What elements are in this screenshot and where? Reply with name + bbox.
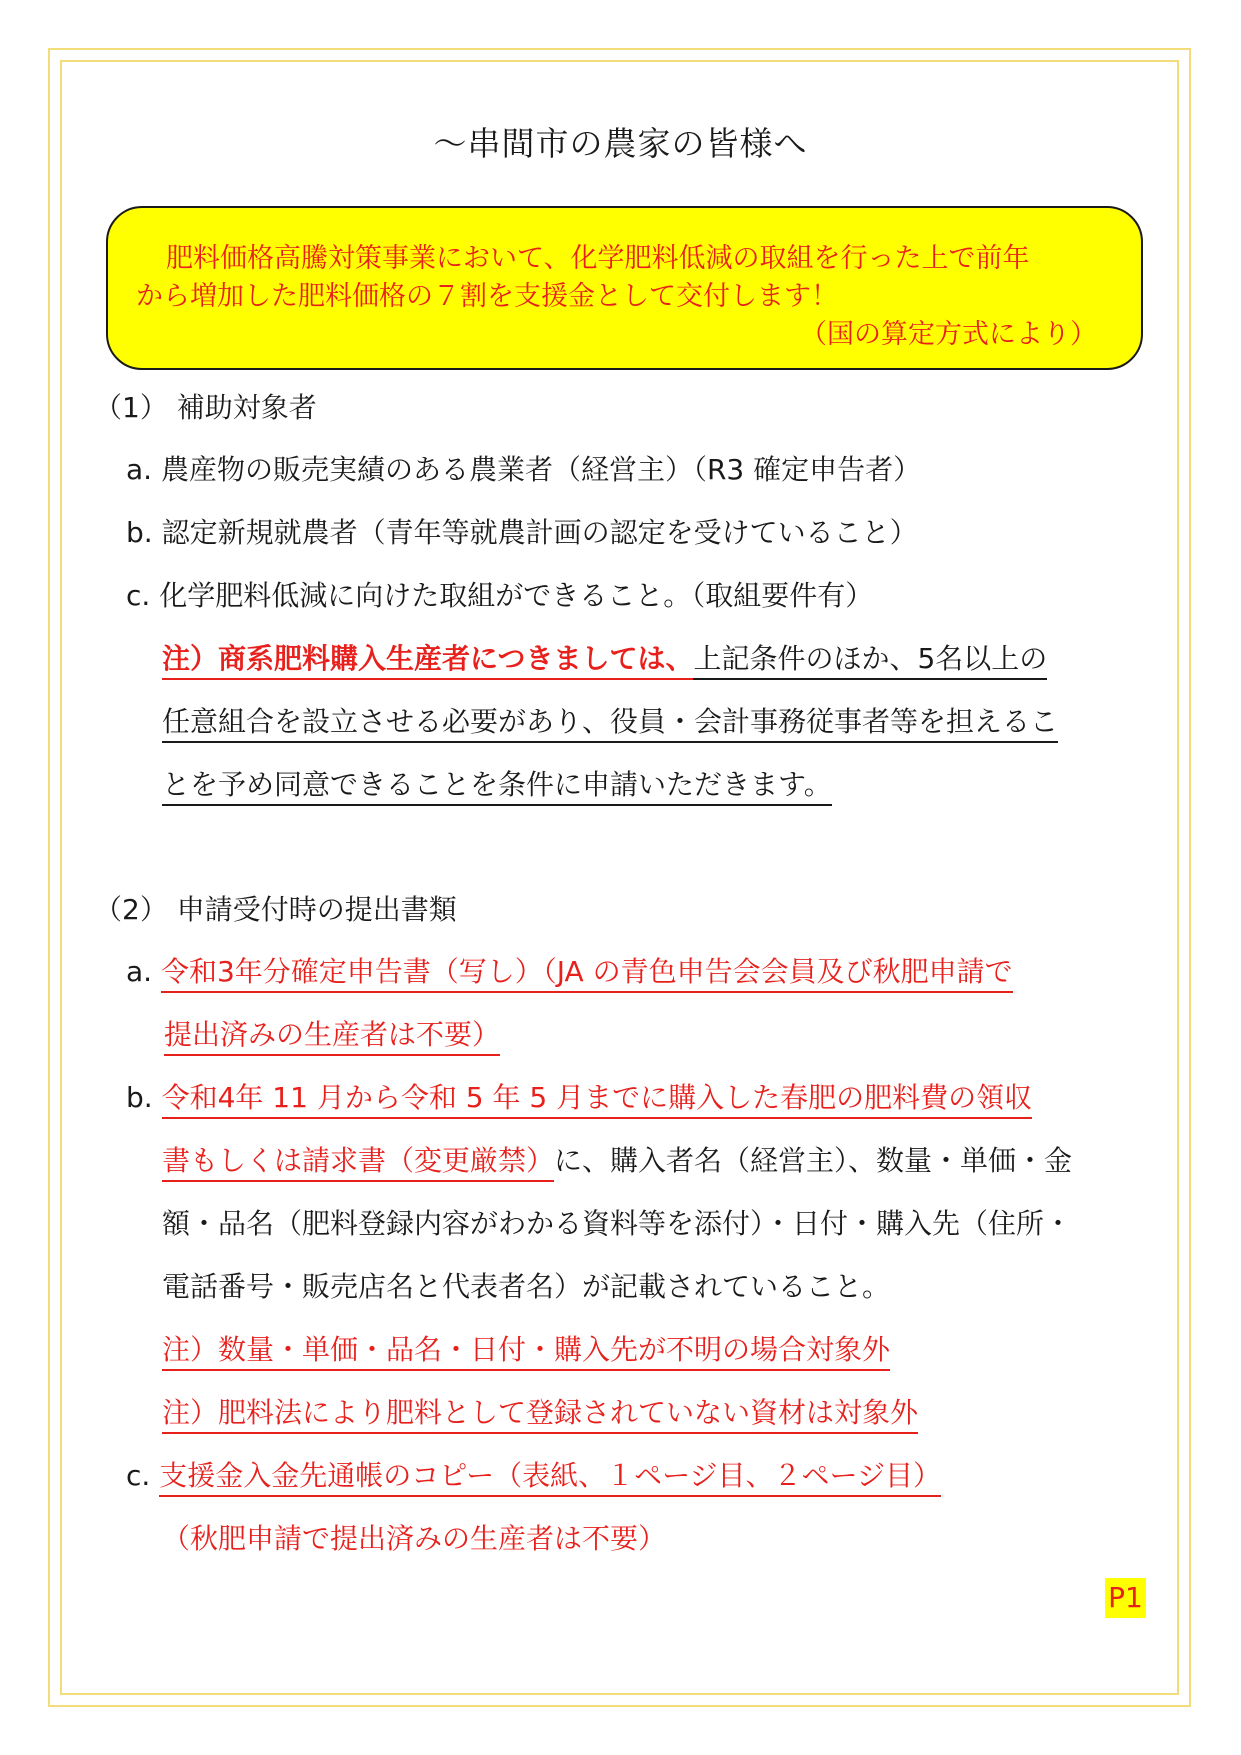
item-text: 化学肥料低減に向けた取組ができること。（取組要件有） — [159, 579, 874, 612]
section2-heading: （2） 申請受付時の提出書類 — [94, 893, 457, 926]
item-text: に、購入者名（経営主）、数量・単価・金 — [554, 1144, 1073, 1177]
note-text: 任意組合を設立させる必要があり、役員・会計事務従事者等を担えるこ — [162, 705, 1058, 743]
item-text: 令和3年分確定申告書（写し）（JA の青色申告会会員及び秋肥申請で — [161, 955, 1013, 993]
section2-item-a-line-1 — [126, 955, 1013, 988]
page-title: ～串間市の農家の皆様へ — [433, 124, 808, 163]
note-emphasis: 注）商系肥料購入生産者につきましては、 — [162, 642, 693, 680]
item-marker: a. — [126, 453, 153, 486]
item-text: 支援金入金先通帳のコピー（表紙、１ページ目、２ページ目） — [159, 1459, 941, 1497]
item-text: 農産物の販売実績のある農業者（経営主）（R3 確定申告者） — [160, 453, 922, 486]
section1-note-line-1 — [162, 642, 1048, 675]
section2-item-b-note-1 — [162, 1333, 891, 1366]
item-marker: a. — [126, 955, 153, 988]
section1-item-a — [126, 453, 922, 486]
section2-item-b-line-2 — [162, 1144, 1073, 1177]
item-text: 提出済みの生産者は不要） — [164, 1018, 500, 1056]
item-marker: c. — [126, 1459, 151, 1492]
item-marker: b. — [126, 516, 153, 549]
note-text: 注）数量・単価・品名・日付・購入先が不明の場合対象外 — [162, 1333, 890, 1371]
section1-item-b — [126, 516, 918, 549]
item-text: 令和4年 11 月から令和 5 年 5 月までに購入した春肥の肥料費の領収 — [162, 1081, 1032, 1119]
section1-note-line-3 — [162, 768, 832, 801]
notice-line-2: から増加した肥料価格の７割を支援金として交付します！ — [136, 281, 838, 312]
section2-item-b-line-4: 電話番号・販売店名と代表者名）が記載されていること。 — [162, 1270, 891, 1303]
section2-item-c-line-2: （秋肥申請で提出済みの生産者は不要） — [162, 1522, 667, 1555]
notice-line-1: 肥料価格高騰対策事業において、化学肥料低減の取組を行った上で前年 — [166, 243, 1030, 274]
section1-heading: （1） 補助対象者 — [94, 391, 317, 424]
note-text: 注）肥料法により肥料として登録されていない資材は対象外 — [162, 1396, 918, 1434]
note-text: 上記条件のほか、5名以上の — [693, 642, 1047, 680]
section2-item-b-line-3: 額・品名（肥料登録内容がわかる資料等を添付）・日付・購入先（住所・ — [162, 1207, 1073, 1240]
note-text: とを予め同意できることを条件に申請いただきます。 — [162, 768, 832, 806]
notice-box — [106, 206, 1143, 370]
section1-note-line-2 — [162, 705, 1059, 738]
item-marker: b. — [126, 1081, 153, 1114]
item-marker: c. — [126, 579, 151, 612]
item-text: 認定新規就農者（青年等就農計画の認定を受けていること） — [161, 516, 918, 549]
section1-item-c — [126, 579, 874, 612]
section2-item-b-line-1 — [126, 1081, 1033, 1114]
section2-item-b-note-2 — [162, 1396, 919, 1429]
section2-item-c-line-1 — [126, 1459, 941, 1492]
item-text-emphasis: 書もしくは請求書（変更厳禁） — [162, 1144, 554, 1182]
section2-item-a-line-2 — [164, 1018, 501, 1051]
page-number-badge: P1 — [1105, 1578, 1146, 1618]
notice-line-3: （国の算定方式により） — [800, 319, 1097, 350]
